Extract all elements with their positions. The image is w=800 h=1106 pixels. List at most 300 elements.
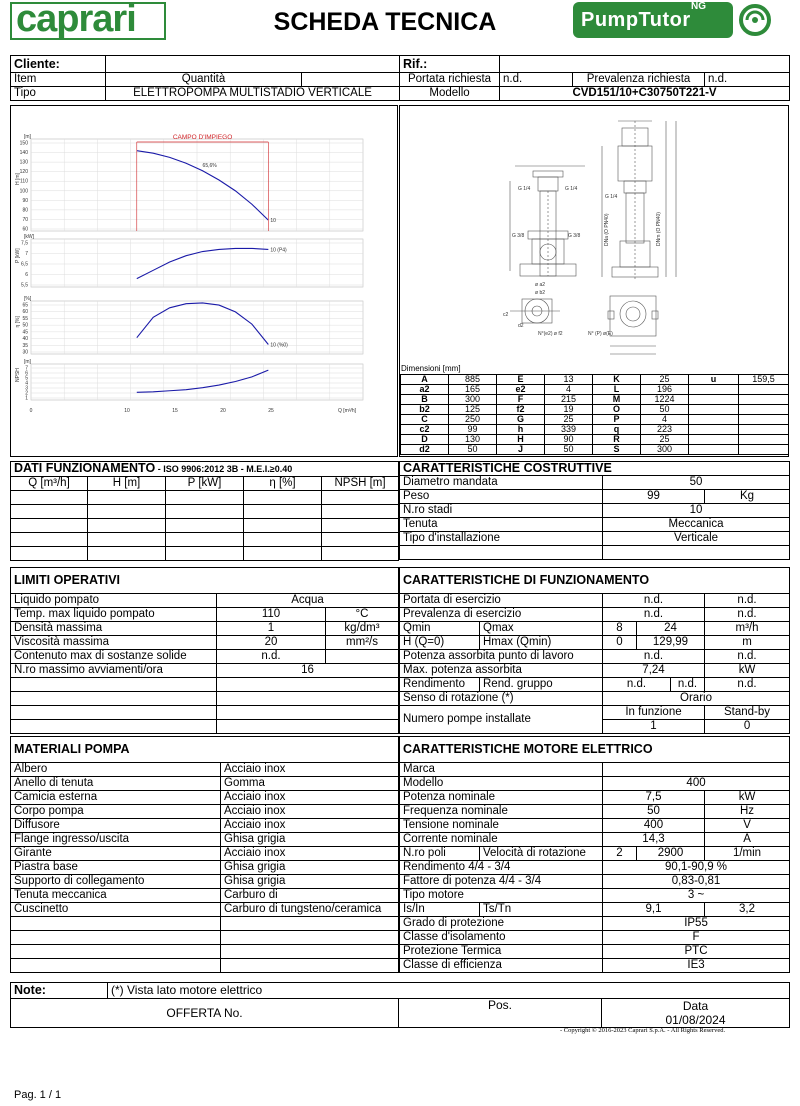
- y-tick-label: 55: [22, 315, 28, 322]
- table-cell: 13: [545, 375, 593, 385]
- table-row: [400, 622, 790, 636]
- table-row: [11, 706, 399, 720]
- y-tick-label: 40: [22, 336, 28, 343]
- table-cell: - ISO 9906:2012 3B - M.E.I.≥0.40: [155, 464, 293, 474]
- table-cell: Marca: [400, 763, 603, 777]
- table-cell: [739, 395, 789, 405]
- x-tick-label: 25: [268, 408, 274, 414]
- y-tick-label: 45: [22, 329, 28, 336]
- table-cell: 196: [641, 385, 689, 395]
- offerta-label: OFFERTA No.: [11, 999, 399, 1028]
- table-cell: [11, 945, 221, 959]
- table-cell: [11, 692, 217, 706]
- table-cell: Rendimento: [400, 678, 480, 692]
- col-h: H [m]: [88, 477, 166, 491]
- table-row: [11, 594, 399, 608]
- table-cell: Corrente nominale: [400, 833, 603, 847]
- table-cell: 50: [603, 805, 705, 819]
- table-cell: [11, 519, 88, 533]
- cliente-value: [106, 56, 400, 73]
- table-row: [400, 861, 790, 875]
- table-cell: 90,1-90,9 %: [603, 861, 790, 875]
- table-row: [11, 636, 399, 650]
- y-tick-label: 7: [25, 365, 28, 372]
- header-info-table: [10, 55, 790, 101]
- table-cell: [689, 435, 739, 445]
- table-cell: [400, 546, 603, 560]
- y-tick-label: 90: [22, 197, 28, 204]
- drawing-label: d2: [518, 323, 524, 329]
- table-cell: Tensione nominale: [400, 819, 603, 833]
- table-cell: Peso: [400, 490, 603, 504]
- performance-charts: [11, 106, 397, 456]
- table-cell: [689, 415, 739, 425]
- table-cell: [221, 945, 399, 959]
- table-cell: M: [593, 395, 641, 405]
- table-row: [11, 650, 399, 664]
- table-cell: [88, 533, 166, 547]
- table-cell: Hmax (Qmin): [480, 636, 603, 650]
- table-cell: Tenuta: [400, 518, 603, 532]
- chart-panel-3: [15, 359, 363, 414]
- table-row: [11, 737, 399, 763]
- table-cell: 50: [603, 476, 790, 490]
- note-label: Note:: [11, 983, 108, 999]
- table-row: [11, 664, 399, 678]
- table-cell: 4: [545, 385, 593, 395]
- table-cell: 2: [603, 847, 637, 861]
- table-cell: d2: [401, 445, 449, 455]
- table-cell: Acciaio inox: [221, 791, 399, 805]
- series-line: [137, 248, 269, 278]
- y-tick-label: 60: [22, 309, 28, 316]
- table-cell: [11, 706, 217, 720]
- table-row: [11, 983, 790, 999]
- table-cell: c2: [401, 425, 449, 435]
- chart-annotation: 10: [270, 218, 276, 225]
- table-cell: [739, 425, 789, 435]
- table-cell: Potenza nominale: [400, 791, 603, 805]
- table-row: [400, 737, 790, 763]
- drawing-label: G 1/4: [518, 186, 531, 192]
- y-tick-label: 4: [25, 380, 28, 387]
- table-row: [400, 917, 790, 931]
- table-cell: [689, 395, 739, 405]
- table-cell: PTC: [603, 945, 790, 959]
- table-cell: [11, 931, 221, 945]
- table-row: [400, 462, 790, 476]
- table-cell: Albero: [11, 763, 221, 777]
- table-cell: 8: [603, 622, 637, 636]
- table-cell: [221, 931, 399, 945]
- portata-value: n.d.: [500, 73, 573, 87]
- y-tick-label: 110: [20, 178, 28, 185]
- table-cell: Ghisa grigia: [221, 875, 399, 889]
- table-cell: Rend. gruppo: [480, 678, 603, 692]
- table-row: [400, 568, 790, 594]
- table-cell: Tenuta meccanica: [11, 889, 221, 903]
- table-cell: n.d.: [705, 594, 790, 608]
- dati-funzionamento-table: [10, 461, 399, 561]
- table-cell: Modello: [400, 777, 603, 791]
- table-cell: O: [593, 405, 641, 415]
- table-cell: Camicia esterna: [11, 791, 221, 805]
- table-cell: Corpo pompa: [11, 805, 221, 819]
- table-row: [400, 476, 790, 490]
- table-cell: 25: [641, 375, 689, 385]
- table-cell: [322, 547, 399, 561]
- limiti-title: LIMITI OPERATIVI: [11, 568, 399, 594]
- table-cell: K: [593, 375, 641, 385]
- table-cell: 50: [449, 445, 497, 455]
- table-cell: In funzione: [603, 706, 705, 720]
- table-cell: caprari: [16, 0, 136, 40]
- table-cell: [166, 519, 244, 533]
- table-cell: Frequenza nominale: [400, 805, 603, 819]
- table-cell: DATI FUNZIONAMENTO: [14, 461, 156, 475]
- table-row: [400, 903, 790, 917]
- table-cell: kW: [705, 664, 790, 678]
- table-row: [11, 533, 399, 547]
- table-cell: IP55: [603, 917, 790, 931]
- table-cell: 20: [217, 636, 326, 650]
- table-row: [11, 519, 399, 533]
- table-cell: [217, 678, 399, 692]
- table-row: [400, 692, 790, 706]
- y-tick-label: 100: [19, 188, 28, 195]
- table-row: [11, 608, 399, 622]
- chart-panel-0: [15, 134, 363, 233]
- table-cell: [221, 959, 399, 973]
- tipo-value: ELETTROPOMPA MULTISTADIO VERTICALE: [106, 87, 400, 101]
- table-cell: C: [401, 415, 449, 425]
- table-row: [400, 777, 790, 791]
- material-row: [11, 791, 399, 805]
- table-cell: u: [689, 375, 739, 385]
- col-npsh: NPSH [m]: [322, 477, 399, 491]
- funzionamento-title: CARATTERISTICHE DI FUNZIONAMENTO: [400, 568, 790, 594]
- y-axis-label: P [kW]: [15, 248, 21, 263]
- data-cell: [602, 999, 790, 1028]
- table-row: [11, 505, 399, 519]
- table-cell: 0,83-0,81: [603, 875, 790, 889]
- table-row: [400, 931, 790, 945]
- table-cell: 50: [641, 405, 689, 415]
- table-cell: [322, 491, 399, 505]
- table-cell: n.d.: [217, 650, 326, 664]
- table-cell: °C: [326, 608, 399, 622]
- table-cell: PumpTutor: [581, 9, 691, 31]
- table-cell: Kg: [705, 490, 790, 504]
- dimension-row: [401, 405, 789, 415]
- col-eta: η [%]: [244, 477, 322, 491]
- table-cell: [166, 505, 244, 519]
- table-cell: kW: [705, 791, 790, 805]
- table-cell: [302, 73, 400, 87]
- series-line: [137, 303, 269, 345]
- table-cell: b2: [401, 405, 449, 415]
- table-row: [400, 959, 790, 973]
- item-label: Item: [11, 73, 106, 87]
- y-tick-label: 80: [22, 207, 28, 214]
- table-row: [11, 678, 399, 692]
- table-cell: [739, 405, 789, 415]
- table-cell: Data: [682, 999, 709, 1013]
- y-tick-label: 130: [19, 159, 28, 166]
- dimension-drawing-panel: [399, 105, 789, 457]
- table-row: [400, 608, 790, 622]
- cliente-label: Cliente:: [11, 56, 106, 73]
- table-cell: 250: [449, 415, 497, 425]
- table-cell: Contenuto max di sostanze solide: [11, 650, 217, 664]
- table-cell: [221, 917, 399, 931]
- table-cell: Portata di esercizio: [400, 594, 603, 608]
- table-cell: [11, 720, 217, 734]
- table-cell: [244, 505, 322, 519]
- y-tick-label: 30: [22, 349, 28, 356]
- table-cell: 0: [603, 636, 637, 650]
- table-cell: 1/min: [705, 847, 790, 861]
- table-cell: h: [497, 425, 545, 435]
- dimensions-table: [400, 374, 789, 455]
- table-cell: B: [401, 395, 449, 405]
- table-row: [400, 504, 790, 518]
- y-axis-label: NPSH: [15, 368, 21, 382]
- table-row: [11, 931, 399, 945]
- table-cell: Acciaio inox: [221, 847, 399, 861]
- table-row: [400, 889, 790, 903]
- table-cell: q: [593, 425, 641, 435]
- table-cell: [88, 491, 166, 505]
- table-cell: n.d.: [603, 678, 671, 692]
- table-row: [400, 518, 790, 532]
- table-cell: Liquido pompato: [11, 594, 217, 608]
- table-cell: a2: [401, 385, 449, 395]
- table-cell: n.d.: [603, 608, 705, 622]
- table-cell: Classe d'isolamento: [400, 931, 603, 945]
- table-cell: Stand-by: [705, 706, 790, 720]
- table-cell: [11, 917, 221, 931]
- base-plan-left: [510, 299, 560, 323]
- table-cell: 99: [603, 490, 705, 504]
- table-cell: [244, 519, 322, 533]
- table-cell: [739, 385, 789, 395]
- table-cell: 16: [217, 664, 399, 678]
- table-cell: [739, 445, 789, 455]
- series-line: [137, 370, 269, 392]
- table-cell: Diametro mandata: [400, 476, 603, 490]
- table-cell: Qmin: [400, 622, 480, 636]
- table-cell: 885: [449, 375, 497, 385]
- table-cell: H: [497, 435, 545, 445]
- table-cell: Grado di protezione: [400, 917, 603, 931]
- table-cell: [11, 959, 221, 973]
- pump-side-view: [602, 121, 676, 281]
- table-row: [11, 999, 790, 1028]
- table-cell: Carburo di tungsteno/ceramica: [221, 903, 399, 917]
- chart-annotation: 10 (%0): [270, 342, 288, 349]
- col-p: P [kW]: [166, 477, 244, 491]
- table-cell: [166, 533, 244, 547]
- page-number: Pag. 1 / 1: [14, 1089, 62, 1101]
- table-cell: n.d.: [705, 650, 790, 664]
- y-tick-label: 2: [25, 390, 28, 397]
- material-row: [11, 819, 399, 833]
- y-tick-label: 65: [22, 302, 28, 309]
- costruttive-table: [399, 461, 790, 560]
- table-row: [400, 594, 790, 608]
- table-cell: n.d.: [603, 594, 705, 608]
- table-row: [400, 636, 790, 650]
- drawing-label: DNm (O PN40): [656, 212, 662, 246]
- material-row: [11, 833, 399, 847]
- y-tick-label: 6: [25, 272, 28, 278]
- table-cell: Senso di rotazione (*): [400, 692, 603, 706]
- table-cell: [689, 405, 739, 415]
- table-cell: R: [593, 435, 641, 445]
- table-cell: [244, 547, 322, 561]
- col-q: Q [m³/h]: [11, 477, 88, 491]
- table-cell: [689, 445, 739, 455]
- table-cell: Acciaio inox: [221, 819, 399, 833]
- x-axis-label: Q [m³/h]: [337, 408, 356, 414]
- table-cell: [244, 533, 322, 547]
- drawing-label: G 3/8: [568, 233, 581, 239]
- y-tick-label: 150: [19, 140, 28, 147]
- dimension-row: [401, 375, 789, 385]
- table-cell: [739, 435, 789, 445]
- x-tick-label: 10: [124, 408, 130, 414]
- table-row: [11, 692, 399, 706]
- table-row: [400, 945, 790, 959]
- table-cell: m³/h: [705, 622, 790, 636]
- table-row: [400, 847, 790, 861]
- table-cell: Fattore di potenza 4/4 - 3/4: [400, 875, 603, 889]
- y-axis-label: η [%]: [15, 316, 21, 328]
- table-cell: Hz: [705, 805, 790, 819]
- y-tick-label: 6: [25, 370, 28, 377]
- prevalenza-label: Prevalenza richiesta: [573, 73, 705, 87]
- table-cell: [217, 692, 399, 706]
- dimension-row: [401, 385, 789, 395]
- table-row: [11, 959, 399, 973]
- table-cell: mm²/s: [326, 636, 399, 650]
- y-tick-label: 7: [25, 251, 28, 257]
- y-axis-label: H [m]: [15, 173, 21, 185]
- table-cell: E: [497, 375, 545, 385]
- table-row: [400, 819, 790, 833]
- table-cell: Ghisa grigia: [221, 833, 399, 847]
- swirl-icon: [733, 2, 777, 38]
- table-cell: Max. potenza assorbita: [400, 664, 603, 678]
- drawing-label: G 1/4: [605, 194, 618, 200]
- modello-label: Modello: [400, 87, 500, 101]
- table-row: [400, 664, 790, 678]
- table-cell: 339: [545, 425, 593, 435]
- table-cell: Cuscinetto: [11, 903, 221, 917]
- material-row: [11, 889, 399, 903]
- table-row: [400, 532, 790, 546]
- table-cell: A: [401, 375, 449, 385]
- y-tick-label: 35: [22, 342, 28, 349]
- table-cell: Tipo d'installazione: [400, 532, 603, 546]
- pumptutor-logo: [573, 2, 778, 38]
- table-row: [11, 568, 399, 594]
- pump-drawing: [400, 106, 788, 368]
- table-cell: kg/dm³: [326, 622, 399, 636]
- table-row: [11, 622, 399, 636]
- table-cell: Viscosità massima: [11, 636, 217, 650]
- drawing-label: G 3/8: [512, 233, 525, 239]
- table-cell: [689, 385, 739, 395]
- table-cell: Gomma: [221, 777, 399, 791]
- costruttive-title: CARATTERISTICHE COSTRUTTIVE: [400, 462, 790, 476]
- table-cell: N.ro poli: [400, 847, 480, 861]
- table-cell: 129,99: [637, 636, 705, 650]
- y-tick-label: 7,5: [21, 240, 28, 247]
- table-cell: 99: [449, 425, 497, 435]
- y-tick-label: 3: [25, 385, 28, 392]
- table-cell: Numero pompe installate: [400, 706, 603, 734]
- material-row: [11, 875, 399, 889]
- drawing-label: DNa (O PN40): [604, 213, 610, 246]
- table-row: [400, 875, 790, 889]
- table-cell: 400: [603, 777, 790, 791]
- table-cell: n.d.: [705, 608, 790, 622]
- table-cell: L: [593, 385, 641, 395]
- y-unit: [m]: [24, 134, 31, 140]
- table-cell: 3,2: [705, 903, 790, 917]
- table-row: [11, 462, 399, 477]
- table-cell: Temp. max liquido pompato: [11, 608, 217, 622]
- table-cell: [322, 533, 399, 547]
- table-cell: IE3: [603, 959, 790, 973]
- table-row: [400, 763, 790, 777]
- table-cell: Densità massima: [11, 622, 217, 636]
- table-cell: 25: [641, 435, 689, 445]
- table-cell: 400: [603, 819, 705, 833]
- table-cell: 0: [705, 720, 790, 734]
- dimension-row: [401, 425, 789, 435]
- table-cell: [166, 547, 244, 561]
- table-cell: 90: [545, 435, 593, 445]
- table-cell: Meccanica: [603, 518, 790, 532]
- table-row: [400, 650, 790, 664]
- table-cell: 7,5: [603, 791, 705, 805]
- base-plan-right: [608, 296, 658, 354]
- note-table: [10, 982, 790, 1028]
- table-cell: [603, 763, 790, 777]
- drawing-label: c2: [503, 312, 509, 318]
- drawing-label: ø a2: [535, 282, 546, 288]
- table-cell: A: [705, 833, 790, 847]
- table-cell: 110: [217, 608, 326, 622]
- table-cell: f2: [497, 405, 545, 415]
- table-cell: Piastra base: [11, 861, 221, 875]
- pump-front-view: [510, 166, 585, 276]
- table-cell: 7,24: [603, 664, 705, 678]
- dimension-row: [401, 395, 789, 405]
- copyright: - Copyright © 2016-2023 Caprari S.p.A. - All Rights Reserved.: [560, 1027, 726, 1034]
- quantita-label: Quantità: [106, 73, 302, 87]
- table-cell: Supporto di collegamento: [11, 875, 221, 889]
- table-row: [400, 791, 790, 805]
- table-cell: [326, 650, 399, 664]
- table-cell: [166, 491, 244, 505]
- table-cell: 24: [637, 622, 705, 636]
- table-row: [400, 833, 790, 847]
- portata-label: Portata richiesta: [400, 73, 500, 87]
